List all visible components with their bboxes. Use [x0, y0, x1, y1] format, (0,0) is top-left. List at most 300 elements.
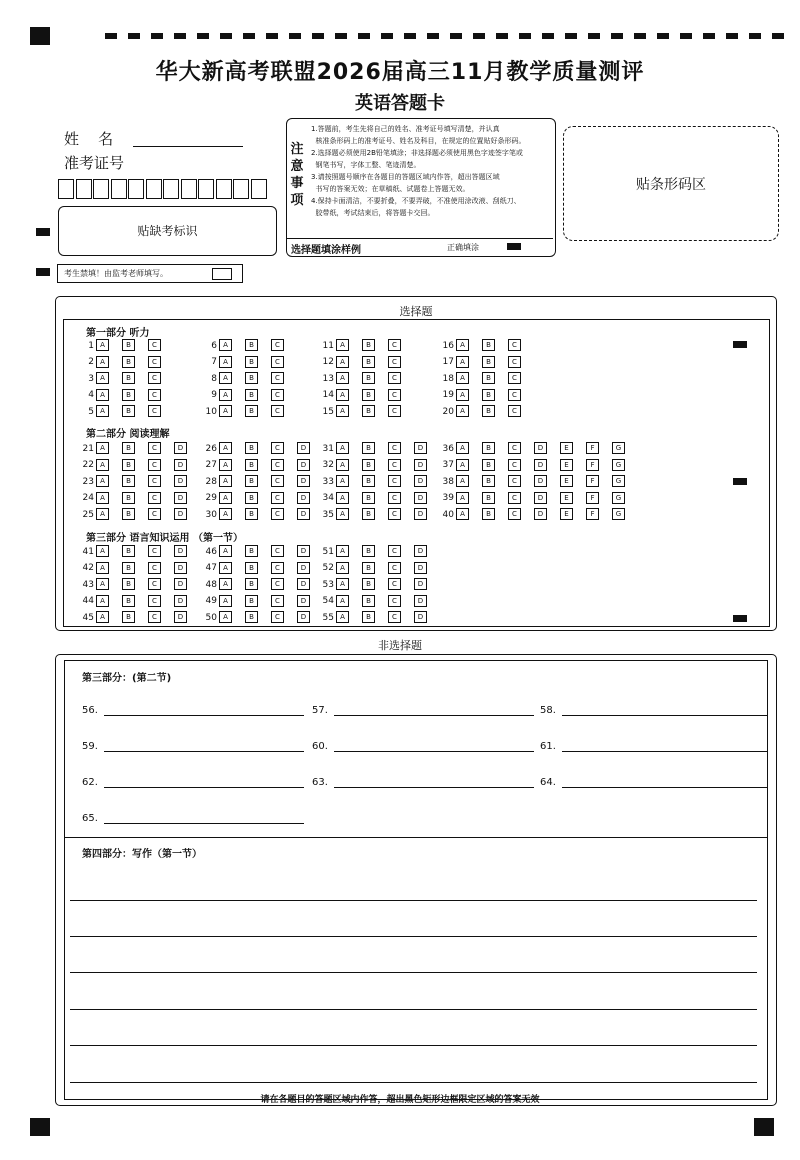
option-bubble-d[interactable]: D: [414, 492, 427, 504]
option-bubble-a[interactable]: A: [456, 459, 469, 471]
option-bubble-b[interactable]: B: [245, 442, 258, 454]
option-bubble-d[interactable]: D: [297, 545, 310, 557]
option-bubble-a[interactable]: A: [219, 459, 232, 471]
option-bubble-d[interactable]: D: [414, 595, 427, 607]
option-bubble-c[interactable]: C: [271, 405, 284, 417]
blank-item[interactable]: [312, 705, 534, 716]
option-bubble-a[interactable]: A: [96, 372, 109, 384]
question-row: [78, 545, 200, 559]
blank-line[interactable]: [562, 786, 767, 788]
option-bubble-b[interactable]: B: [245, 562, 258, 574]
option-bubble-f[interactable]: F: [586, 459, 599, 471]
option-bubble-f[interactable]: F: [586, 475, 599, 487]
option-bubble-a[interactable]: A: [456, 508, 469, 520]
option-bubble-b[interactable]: B: [482, 356, 495, 368]
option-bubble-b[interactable]: B: [122, 611, 135, 623]
option-bubble-c[interactable]: C: [508, 372, 521, 384]
option-bubble-b[interactable]: B: [482, 339, 495, 351]
question-number: 25: [82, 509, 94, 520]
question-row: [318, 492, 440, 506]
writing-line[interactable]: [70, 1082, 757, 1083]
option-bubble-a[interactable]: A: [219, 562, 232, 574]
blank-number: 63.: [312, 777, 328, 788]
option-bubble-d[interactable]: D: [174, 475, 187, 487]
option-bubble-d[interactable]: D: [414, 475, 427, 487]
option-bubble-c[interactable]: C: [508, 459, 521, 471]
option-bubble-c[interactable]: C: [148, 578, 161, 590]
option-bubble-a[interactable]: A: [219, 611, 232, 623]
option-bubble-e[interactable]: E: [560, 508, 573, 520]
option-bubble-c[interactable]: C: [271, 372, 284, 384]
option-bubble-b[interactable]: B: [245, 578, 258, 590]
option-bubble-b[interactable]: B: [245, 475, 258, 487]
choice-section: [55, 296, 777, 631]
option-bubble-b[interactable]: B: [245, 508, 258, 520]
exam-no-digit-box[interactable]: [233, 179, 249, 199]
option-bubble-c[interactable]: C: [388, 508, 401, 520]
nonchoice-heading: 非选择题: [378, 639, 422, 652]
timing-dash: [105, 33, 117, 39]
option-bubble-a[interactable]: A: [456, 356, 469, 368]
option-bubble-b[interactable]: B: [362, 492, 375, 504]
writing-line[interactable]: [70, 1009, 757, 1010]
absent-note-box: [57, 264, 243, 283]
option-bubble-g[interactable]: G: [612, 442, 625, 454]
option-bubble-b[interactable]: B: [245, 459, 258, 471]
writing-line[interactable]: [70, 936, 757, 937]
option-bubble-c[interactable]: C: [388, 595, 401, 607]
part-divider: [64, 837, 768, 838]
option-bubble-a[interactable]: A: [336, 459, 349, 471]
option-bubble-c[interactable]: C: [271, 562, 284, 574]
option-bubble-a[interactable]: A: [336, 545, 349, 557]
blank-item[interactable]: [540, 741, 767, 752]
option-bubble-c[interactable]: C: [508, 492, 521, 504]
option-bubble-b[interactable]: B: [482, 405, 495, 417]
question-row: [318, 339, 414, 353]
option-bubble-a[interactable]: A: [96, 356, 109, 368]
option-bubble-d[interactable]: D: [414, 545, 427, 557]
option-bubble-a[interactable]: A: [456, 442, 469, 454]
notes-item: 4.保持卡面清洁，不要折叠，不要弄破，不准使用涂改液、刮纸刀、: [311, 197, 521, 205]
option-bubble-b[interactable]: B: [122, 339, 135, 351]
option-bubble-a[interactable]: A: [336, 356, 349, 368]
blank-item[interactable]: [82, 705, 304, 716]
option-bubble-d[interactable]: D: [297, 442, 310, 454]
option-bubble-b[interactable]: B: [245, 611, 258, 623]
question-row: [438, 389, 534, 403]
exam-no-digit-box[interactable]: [146, 179, 162, 199]
option-bubble-b[interactable]: B: [362, 442, 375, 454]
question-row: [201, 405, 297, 419]
option-bubble-c[interactable]: C: [508, 405, 521, 417]
choice-heading: 选择题: [399, 305, 433, 318]
option-bubble-a[interactable]: A: [219, 356, 232, 368]
blank-line[interactable]: [104, 714, 304, 716]
blank-item[interactable]: [82, 741, 304, 752]
blank-line[interactable]: [104, 822, 304, 824]
question-number: 54: [322, 596, 334, 606]
option-bubble-c[interactable]: C: [148, 508, 161, 520]
question-number: 17: [442, 357, 454, 367]
option-bubble-d[interactable]: D: [174, 595, 187, 607]
blank-line[interactable]: [334, 714, 534, 716]
option-bubble-a[interactable]: A: [96, 611, 109, 623]
option-bubble-b[interactable]: B: [122, 405, 135, 417]
option-bubble-a[interactable]: A: [219, 372, 232, 384]
option-bubble-d[interactable]: D: [174, 578, 187, 590]
writing-line[interactable]: [70, 1045, 757, 1046]
option-bubble-c[interactable]: C: [271, 356, 284, 368]
option-bubble-c[interactable]: C: [508, 339, 521, 351]
option-bubble-a[interactable]: A: [219, 339, 232, 351]
absent-sticker-box[interactable]: [58, 206, 277, 256]
option-bubble-c[interactable]: C: [388, 372, 401, 384]
option-bubble-a[interactable]: A: [456, 389, 469, 401]
blank-item[interactable]: [540, 705, 767, 716]
option-bubble-b[interactable]: B: [362, 562, 375, 574]
option-bubble-c[interactable]: C: [388, 389, 401, 401]
question-number: 30: [205, 509, 217, 520]
option-bubble-b[interactable]: B: [362, 545, 375, 557]
option-bubble-d[interactable]: D: [414, 459, 427, 471]
option-bubble-b[interactable]: B: [122, 475, 135, 487]
option-bubble-d[interactable]: D: [414, 578, 427, 590]
option-bubble-c[interactable]: C: [388, 339, 401, 351]
fill-sample-row: [287, 238, 553, 256]
option-bubble-a[interactable]: A: [96, 405, 109, 417]
barcode-area[interactable]: [563, 126, 779, 241]
option-bubble-d[interactable]: D: [297, 578, 310, 590]
option-bubble-b[interactable]: B: [122, 442, 135, 454]
question-number: 45: [82, 612, 94, 623]
exam-no-digit-box[interactable]: [128, 179, 144, 199]
option-bubble-c[interactable]: C: [271, 611, 284, 623]
option-bubble-f[interactable]: F: [586, 508, 599, 520]
option-bubble-a[interactable]: A: [96, 545, 109, 557]
option-bubble-a[interactable]: A: [96, 442, 109, 454]
question-number: 36: [442, 443, 454, 454]
option-bubble-a[interactable]: A: [336, 405, 349, 417]
option-bubble-d[interactable]: D: [174, 545, 187, 557]
option-bubble-a[interactable]: A: [336, 442, 349, 454]
option-bubble-c[interactable]: C: [271, 595, 284, 607]
blank-line[interactable]: [104, 750, 304, 752]
option-bubble-b[interactable]: B: [362, 372, 375, 384]
option-bubble-c[interactable]: C: [388, 492, 401, 504]
option-bubble-d[interactable]: D: [297, 595, 310, 607]
writing-line[interactable]: [70, 900, 757, 901]
option-bubble-b[interactable]: B: [245, 595, 258, 607]
option-bubble-a[interactable]: A: [456, 372, 469, 384]
option-bubble-c[interactable]: C: [388, 459, 401, 471]
option-bubble-c[interactable]: C: [148, 356, 161, 368]
option-bubble-d[interactable]: D: [297, 492, 310, 504]
option-bubble-a[interactable]: A: [336, 339, 349, 351]
question-row: [78, 578, 200, 592]
option-bubble-a[interactable]: A: [456, 492, 469, 504]
option-bubble-a[interactable]: A: [336, 389, 349, 401]
option-bubble-d[interactable]: D: [534, 492, 547, 504]
option-bubble-d[interactable]: D: [414, 508, 427, 520]
option-bubble-c[interactable]: C: [148, 562, 161, 574]
question-number: 39: [442, 493, 454, 503]
option-bubble-a[interactable]: A: [219, 475, 232, 487]
blank-item[interactable]: [82, 777, 304, 788]
blank-line[interactable]: [334, 786, 534, 788]
option-bubble-a[interactable]: A: [336, 372, 349, 384]
option-bubble-b[interactable]: B: [362, 595, 375, 607]
option-bubble-a[interactable]: A: [336, 562, 349, 574]
option-bubble-a[interactable]: A: [96, 389, 109, 401]
option-bubble-a[interactable]: A: [336, 611, 349, 623]
blank-line[interactable]: [562, 714, 767, 716]
option-bubble-c[interactable]: C: [271, 442, 284, 454]
option-bubble-b[interactable]: B: [122, 459, 135, 471]
option-bubble-b[interactable]: B: [482, 508, 495, 520]
option-bubble-d[interactable]: D: [414, 562, 427, 574]
option-bubble-a[interactable]: A: [219, 389, 232, 401]
option-bubble-c[interactable]: C: [271, 339, 284, 351]
option-bubble-a[interactable]: A: [219, 492, 232, 504]
option-bubble-a[interactable]: A: [96, 339, 109, 351]
option-bubble-f[interactable]: F: [586, 442, 599, 454]
question-row: [318, 372, 414, 386]
option-bubble-d[interactable]: D: [534, 442, 547, 454]
name-field[interactable]: [133, 145, 243, 147]
option-bubble-d[interactable]: D: [534, 475, 547, 487]
option-bubble-a[interactable]: A: [96, 475, 109, 487]
option-bubble-e[interactable]: E: [560, 459, 573, 471]
option-bubble-c[interactable]: C: [148, 611, 161, 623]
option-bubble-b[interactable]: B: [362, 389, 375, 401]
option-bubble-a[interactable]: A: [219, 508, 232, 520]
blank-line[interactable]: [562, 750, 767, 752]
option-bubble-b[interactable]: B: [122, 356, 135, 368]
option-bubble-a[interactable]: A: [456, 475, 469, 487]
option-bubble-b[interactable]: B: [245, 356, 258, 368]
option-bubble-e[interactable]: E: [560, 492, 573, 504]
option-bubble-c[interactable]: C: [388, 545, 401, 557]
option-bubble-c[interactable]: C: [388, 356, 401, 368]
option-bubble-c[interactable]: C: [271, 475, 284, 487]
question-number: 33: [322, 476, 334, 487]
option-bubble-c[interactable]: C: [271, 389, 284, 401]
option-bubble-a[interactable]: A: [219, 405, 232, 417]
option-bubble-c[interactable]: C: [148, 389, 161, 401]
option-bubble-c[interactable]: C: [388, 405, 401, 417]
option-bubble-b[interactable]: B: [122, 508, 135, 520]
option-bubble-d[interactable]: D: [174, 442, 187, 454]
option-bubble-d[interactable]: D: [297, 459, 310, 471]
option-bubble-c[interactable]: C: [148, 372, 161, 384]
blank-number: 57.: [312, 705, 328, 716]
option-bubble-c[interactable]: C: [388, 611, 401, 623]
question-row: [78, 442, 200, 456]
option-bubble-a[interactable]: A: [96, 492, 109, 504]
option-bubble-b[interactable]: B: [245, 372, 258, 384]
timing-dash: [634, 33, 646, 39]
exam-no-digit-box[interactable]: [76, 179, 92, 199]
option-bubble-d[interactable]: D: [297, 508, 310, 520]
option-bubble-b[interactable]: B: [482, 475, 495, 487]
option-bubble-b[interactable]: B: [362, 405, 375, 417]
option-bubble-b[interactable]: B: [362, 475, 375, 487]
option-bubble-d[interactable]: D: [534, 459, 547, 471]
option-bubble-c[interactable]: C: [388, 578, 401, 590]
option-bubble-d[interactable]: D: [174, 459, 187, 471]
option-bubble-a[interactable]: A: [336, 578, 349, 590]
option-bubble-c[interactable]: C: [508, 356, 521, 368]
timing-dash: [335, 33, 347, 39]
option-bubble-c[interactable]: C: [148, 442, 161, 454]
option-bubble-c[interactable]: C: [271, 459, 284, 471]
option-bubble-a[interactable]: A: [219, 578, 232, 590]
blank-line[interactable]: [334, 750, 534, 752]
option-bubble-c[interactable]: C: [271, 578, 284, 590]
option-bubble-a[interactable]: A: [219, 545, 232, 557]
option-bubble-b[interactable]: B: [122, 545, 135, 557]
option-bubble-a[interactable]: A: [96, 508, 109, 520]
option-bubble-c[interactable]: C: [508, 389, 521, 401]
option-bubble-c[interactable]: C: [148, 545, 161, 557]
exam-no-digit-box[interactable]: [111, 179, 127, 199]
option-bubble-b[interactable]: B: [362, 339, 375, 351]
timing-dash: [266, 33, 278, 39]
option-bubble-b[interactable]: B: [122, 492, 135, 504]
blank-item[interactable]: [312, 777, 534, 788]
timing-dash: [381, 33, 393, 39]
option-bubble-e[interactable]: E: [560, 475, 573, 487]
option-bubble-b[interactable]: B: [122, 389, 135, 401]
option-bubble-c[interactable]: C: [388, 475, 401, 487]
option-bubble-c[interactable]: C: [388, 442, 401, 454]
option-bubble-c[interactable]: C: [508, 508, 521, 520]
option-bubble-c[interactable]: C: [271, 492, 284, 504]
blank-item[interactable]: [312, 741, 534, 752]
option-bubble-a[interactable]: A: [96, 595, 109, 607]
blank-item[interactable]: [540, 777, 767, 788]
exam-no-digit-box[interactable]: [93, 179, 109, 199]
option-bubble-c[interactable]: C: [148, 475, 161, 487]
option-bubble-b[interactable]: B: [482, 492, 495, 504]
question-row: [318, 562, 440, 576]
exam-no-label: 准考证号: [64, 154, 125, 172]
option-bubble-g[interactable]: G: [612, 492, 625, 504]
option-bubble-d[interactable]: D: [297, 611, 310, 623]
question-row: [438, 492, 638, 506]
option-bubble-a[interactable]: A: [219, 442, 232, 454]
option-bubble-b[interactable]: B: [362, 578, 375, 590]
option-bubble-d[interactable]: D: [297, 562, 310, 574]
option-bubble-b[interactable]: B: [245, 405, 258, 417]
writing-line[interactable]: [70, 972, 757, 973]
option-bubble-c[interactable]: C: [508, 475, 521, 487]
timing-dash: [565, 33, 577, 39]
option-bubble-b[interactable]: B: [122, 595, 135, 607]
exam-no-digit-box[interactable]: [216, 179, 232, 199]
option-bubble-e[interactable]: E: [560, 442, 573, 454]
option-bubble-c[interactable]: C: [148, 492, 161, 504]
option-bubble-a[interactable]: A: [219, 595, 232, 607]
option-bubble-c[interactable]: C: [148, 405, 161, 417]
timing-dash: [703, 33, 715, 39]
blank-item[interactable]: [82, 813, 304, 824]
option-bubble-g[interactable]: G: [612, 459, 625, 471]
option-bubble-b[interactable]: B: [362, 611, 375, 623]
blank-line[interactable]: [104, 786, 304, 788]
option-bubble-a[interactable]: A: [96, 459, 109, 471]
option-bubble-f[interactable]: F: [586, 492, 599, 504]
exam-no-digit-box[interactable]: [58, 179, 74, 199]
option-bubble-d[interactable]: D: [414, 611, 427, 623]
option-bubble-c[interactable]: C: [148, 339, 161, 351]
option-bubble-b[interactable]: B: [482, 389, 495, 401]
option-bubble-a[interactable]: A: [456, 405, 469, 417]
option-bubble-b[interactable]: B: [362, 508, 375, 520]
option-bubble-b[interactable]: B: [362, 459, 375, 471]
question-row: [78, 595, 200, 609]
option-bubble-b[interactable]: B: [245, 339, 258, 351]
option-bubble-a[interactable]: A: [96, 562, 109, 574]
option-bubble-b[interactable]: B: [482, 442, 495, 454]
option-bubble-d[interactable]: D: [174, 562, 187, 574]
exam-no-digit-box[interactable]: [181, 179, 197, 199]
question-number: 13: [322, 373, 334, 384]
option-bubble-b[interactable]: B: [122, 578, 135, 590]
option-bubble-d[interactable]: D: [414, 442, 427, 454]
option-bubble-d[interactable]: D: [297, 475, 310, 487]
option-bubble-b[interactable]: B: [245, 545, 258, 557]
option-bubble-a[interactable]: A: [456, 339, 469, 351]
option-bubble-c[interactable]: C: [271, 545, 284, 557]
question-number: 34: [322, 493, 334, 503]
footer-note: 请在各题目的答题区域内作答，超出黑色矩形边框限定区域的答案无效: [260, 1095, 540, 1105]
option-bubble-c[interactable]: C: [148, 459, 161, 471]
option-bubble-a[interactable]: A: [96, 578, 109, 590]
option-bubble-c[interactable]: C: [271, 508, 284, 520]
exam-no-digit-box[interactable]: [198, 179, 214, 199]
question-row: [78, 356, 174, 370]
option-bubble-c[interactable]: C: [148, 595, 161, 607]
option-bubble-c[interactable]: C: [388, 562, 401, 574]
option-bubble-d[interactable]: D: [174, 492, 187, 504]
option-bubble-a[interactable]: A: [336, 508, 349, 520]
exam-no-digit-box[interactable]: [163, 179, 179, 199]
question-row: [318, 578, 440, 592]
option-bubble-d[interactable]: D: [534, 508, 547, 520]
option-bubble-b[interactable]: B: [122, 562, 135, 574]
option-bubble-d[interactable]: D: [174, 611, 187, 623]
option-bubble-a[interactable]: A: [336, 492, 349, 504]
question-number: 3: [88, 373, 94, 384]
exam-no-digit-box[interactable]: [251, 179, 267, 199]
absent-mark-box[interactable]: [212, 268, 232, 280]
option-bubble-b[interactable]: B: [245, 389, 258, 401]
option-bubble-g[interactable]: G: [612, 508, 625, 520]
option-bubble-b[interactable]: B: [482, 372, 495, 384]
question-number: 55: [322, 612, 334, 623]
option-bubble-b[interactable]: B: [362, 356, 375, 368]
option-bubble-c[interactable]: C: [508, 442, 521, 454]
option-bubble-g[interactable]: G: [612, 475, 625, 487]
option-bubble-d[interactable]: D: [174, 508, 187, 520]
option-bubble-a[interactable]: A: [336, 595, 349, 607]
option-bubble-b[interactable]: B: [245, 492, 258, 504]
option-bubble-b[interactable]: B: [122, 372, 135, 384]
option-bubble-b[interactable]: B: [482, 459, 495, 471]
option-bubble-a[interactable]: A: [336, 475, 349, 487]
